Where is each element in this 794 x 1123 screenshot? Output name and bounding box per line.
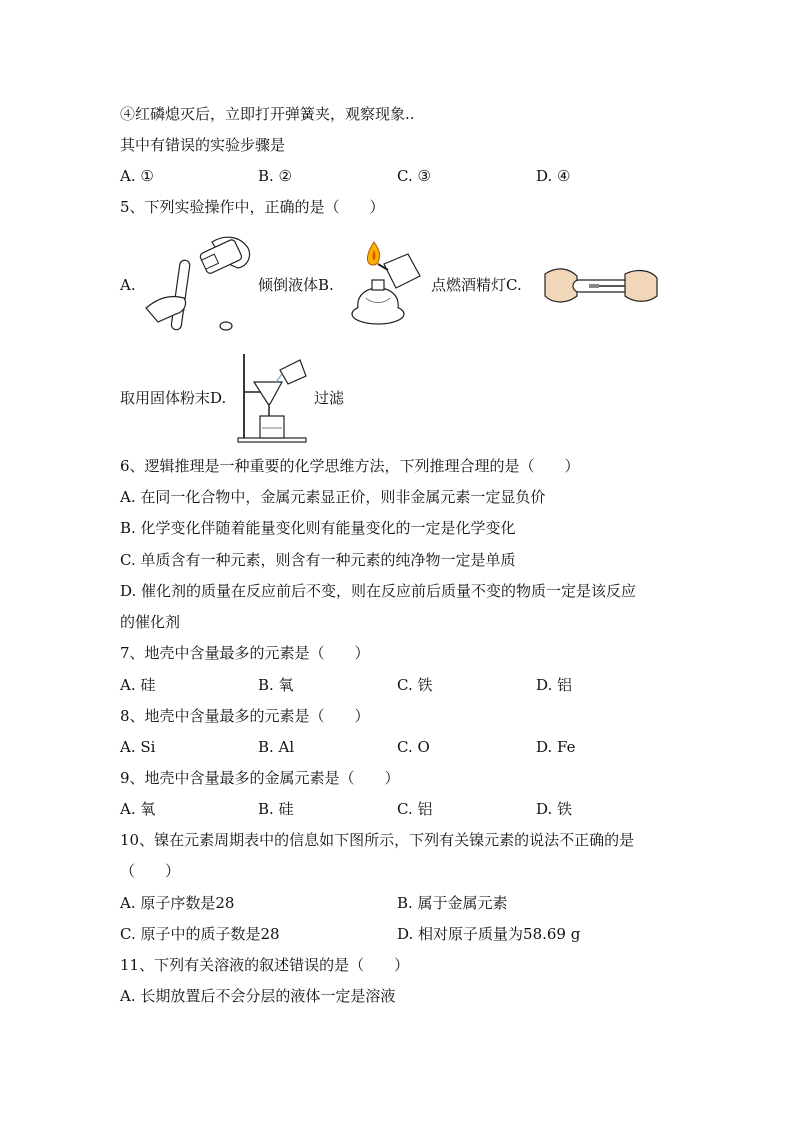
q4-step4: ④红磷熄灭后，立即打开弹簧夹，观察现象.. [120, 105, 415, 123]
q4-option-d[interactable]: D. ④ [536, 167, 571, 185]
q9-option-d[interactable]: D. 铁 [536, 800, 573, 818]
q10-option-c[interactable]: C. 原子中的质子数是28 [120, 925, 280, 943]
q5-b-text: 点燃酒精灯C. [431, 276, 522, 294]
q10-paren: （ ） [120, 862, 181, 880]
q10-option-a[interactable]: A. 原子序数是28 [120, 894, 235, 912]
pouring-liquid-figure [140, 232, 258, 340]
q10-stem: 10、镍在元素周期表中的信息如下图所示，下列有关镍元素的说法不正确的是 [120, 831, 635, 849]
q5-stem: 5、下列实验操作中，正确的是（ ） [120, 198, 385, 216]
q7-option-a[interactable]: A. 硅 [120, 676, 156, 694]
filtration-figure [236, 352, 312, 444]
q7-stem: 7、地壳中含量最多的元素是（ ） [120, 644, 370, 662]
q6-option-c[interactable]: C. 单质含有一种元素，则含有一种元素的纯净物一定是单质 [120, 551, 516, 569]
q10-option-d[interactable]: D. 相对原子质量为58.69 g [397, 925, 581, 943]
q9-option-a[interactable]: A. 氧 [120, 800, 156, 818]
q5-a-prefix[interactable]: A. [120, 276, 136, 294]
q6-option-a[interactable]: A. 在同一化合物中，金属元素显正价，则非金属元素一定显负价 [120, 488, 546, 506]
q6-option-b[interactable]: B. 化学变化伴随着能量变化则有能量变化的一定是化学变化 [120, 519, 516, 537]
q4-option-a[interactable]: A. ① [120, 167, 154, 185]
q10-option-b[interactable]: B. 属于金属元素 [397, 894, 508, 912]
q7-option-b[interactable]: B. 氧 [258, 676, 294, 694]
alcohol-lamp-figure [348, 236, 430, 328]
q5-c-text: 取用固体粉末D. [120, 389, 227, 407]
q8-option-b[interactable]: B. Al [258, 738, 295, 756]
q7-option-c[interactable]: C. 铁 [397, 676, 433, 694]
q5-d-text: 过滤 [314, 389, 345, 407]
q9-option-c[interactable]: C. 铝 [397, 800, 433, 818]
q6-stem: 6、逻辑推理是一种重要的化学思维方法，下列推理合理的是（ ） [120, 457, 580, 475]
q4-option-b[interactable]: B. ② [258, 167, 293, 185]
q11-option-a[interactable]: A. 长期放置后不会分层的液体一定是溶液 [120, 987, 396, 1005]
q4-option-c[interactable]: C. ③ [397, 167, 431, 185]
q9-option-b[interactable]: B. 硅 [258, 800, 294, 818]
q5-a-text: 倾倒液体B. [258, 276, 334, 294]
q11-stem: 11、下列有关溶液的叙述错误的是（ ） [120, 956, 410, 974]
q8-option-d[interactable]: D. Fe [536, 738, 576, 756]
q9-stem: 9、地壳中含量最多的金属元素是（ ） [120, 769, 400, 787]
q7-option-d[interactable]: D. 铝 [536, 676, 573, 694]
q4-prompt: 其中有错误的实验步骤是 [120, 136, 286, 154]
q8-option-a[interactable]: A. Si [120, 738, 156, 756]
q8-stem: 8、地壳中含量最多的元素是（ ） [120, 707, 370, 725]
q6-option-d-line2: 的催化剂 [120, 613, 181, 631]
solid-powder-figure [543, 264, 659, 308]
q6-option-d-line1[interactable]: D. 催化剂的质量在反应前后不变，则在反应前后质量不变的物质一定是该反应 [120, 582, 637, 600]
q8-option-c[interactable]: C. O [397, 738, 430, 756]
